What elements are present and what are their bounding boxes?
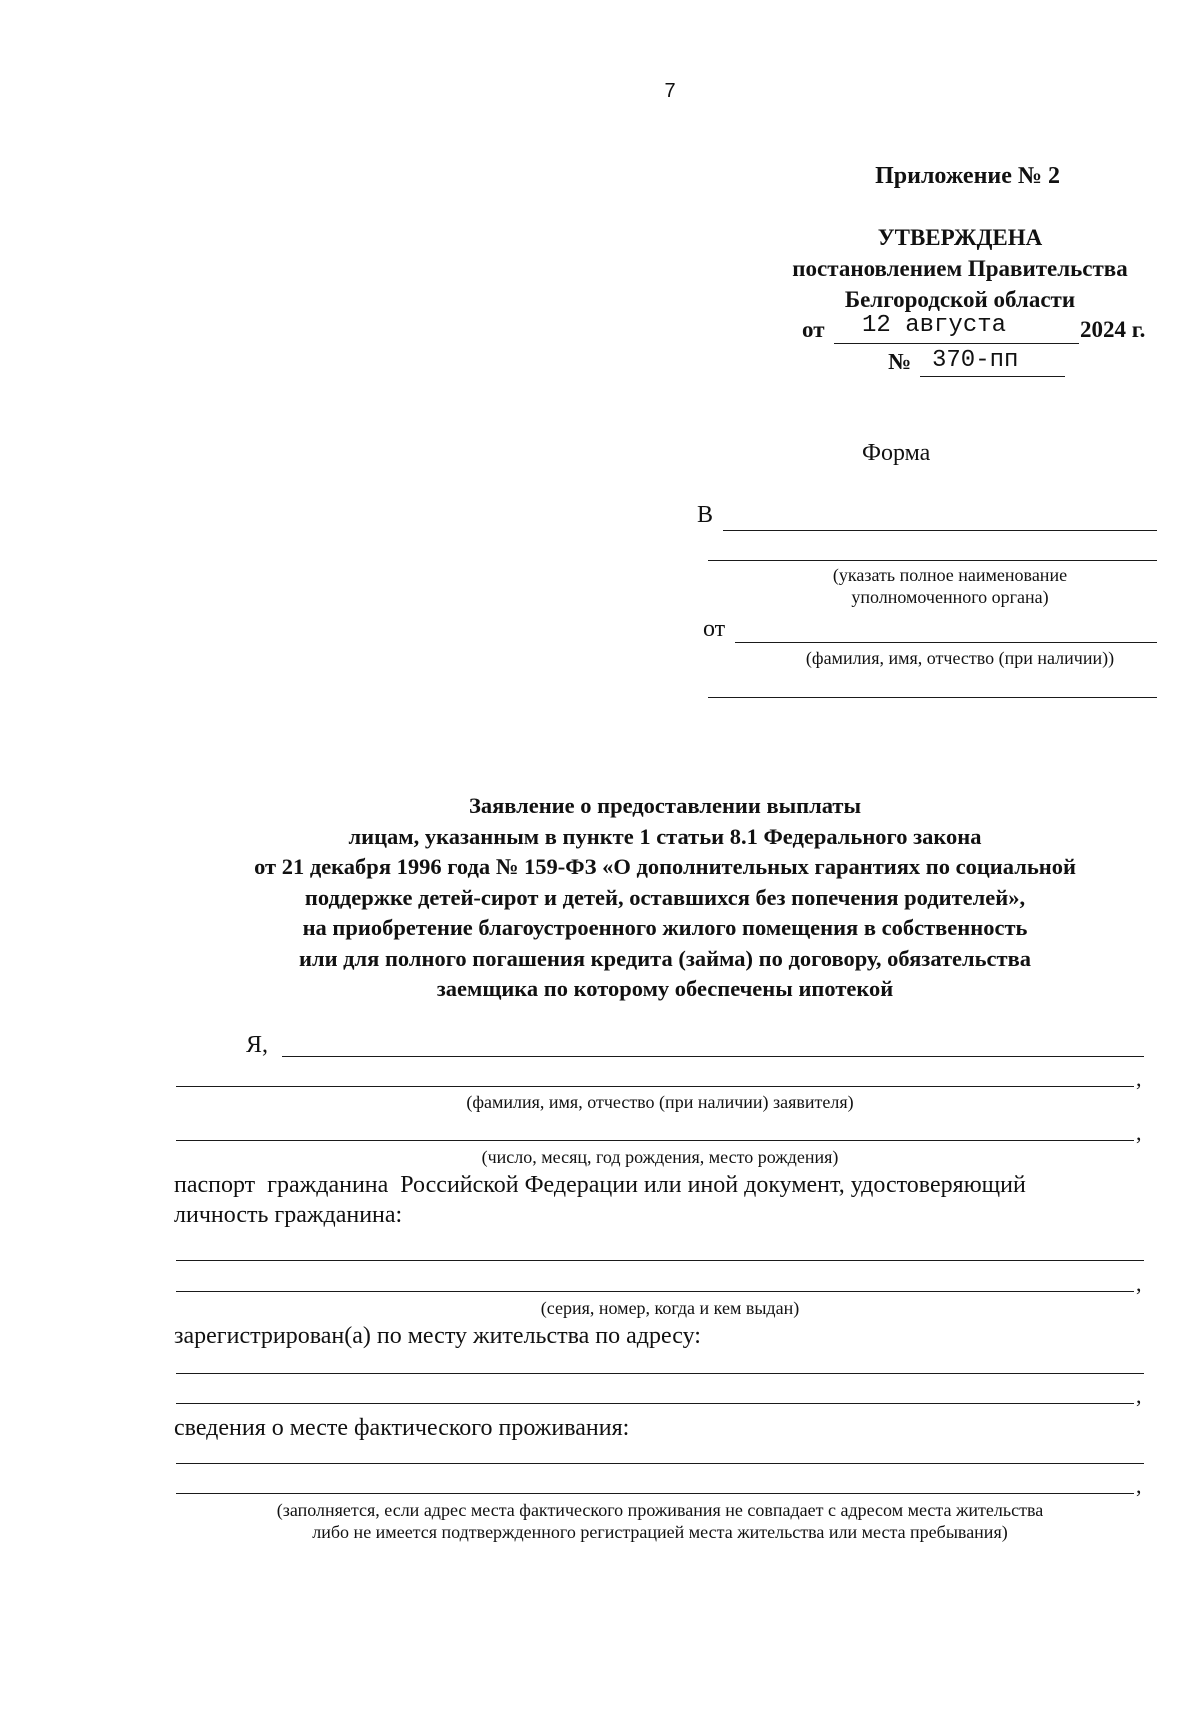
passport-caption: (серия, номер, когда и кем выдан) — [540, 1298, 800, 1318]
fio-caption: (фамилия, имя, отчество (при наличии) заявителя) — [466, 1092, 854, 1112]
to-caption-line-1: (указать полное наименование — [832, 565, 1068, 585]
i-prefix: Я, — [246, 1032, 269, 1058]
passport-text — [174, 1170, 1164, 1230]
to-line-2 — [708, 560, 1157, 561]
region-label: Белгородской области — [844, 287, 1076, 312]
appendix-label: Приложение № 2 — [875, 163, 1060, 189]
to-caption — [760, 564, 1140, 608]
actual-comma: , — [1136, 1473, 1142, 1498]
title-line-7: заемщика по которому обеспечены ипотекой — [436, 976, 894, 1001]
passport-comma: , — [1136, 1271, 1142, 1296]
to-caption-line-2: уполномоченного органа) — [851, 587, 1049, 607]
page-number: 7 — [664, 80, 676, 102]
number-value: 370-пп — [932, 347, 1019, 374]
birth-comma: , — [1136, 1120, 1142, 1145]
passport-line-a — [176, 1260, 1144, 1261]
title-line-3: от 21 декабря 1996 года № 159-ФЗ «О дополнительных гарантиях по социальной — [254, 854, 1076, 879]
date-underline — [834, 343, 1079, 344]
actual-line-2 — [176, 1493, 1134, 1494]
title-line-2: лицам, указанным в пункте 1 статьи 8.1 Федерального закона — [348, 823, 982, 849]
passport-line-2: личность гражданина: — [174, 1202, 403, 1228]
fio-line-2 — [176, 1086, 1134, 1087]
passport-line-b — [176, 1291, 1134, 1292]
actual-caption-line-2: либо не имеется подтвержденного регистрацией места жительства или места пребывания) — [312, 1522, 1008, 1542]
date-value: 12 августа — [862, 312, 1007, 339]
actual-line-1 — [176, 1463, 1144, 1464]
registered-comma: , — [1136, 1383, 1142, 1408]
actual-label: сведения о месте фактического проживания: — [174, 1415, 630, 1441]
from-prefix: от — [703, 616, 726, 642]
to-line-1 — [723, 530, 1157, 531]
title-line-4: поддержке детей-сирот и детей, оставшихся без попечения родителей», — [304, 884, 1026, 910]
to-prefix: В — [697, 502, 714, 528]
form-label: Форма — [862, 440, 931, 466]
from-line-1 — [735, 642, 1157, 643]
registered-line-1 — [176, 1373, 1144, 1374]
from-line-2 — [708, 697, 1157, 698]
title-line-1: Заявление о предоставлении выплаты — [468, 793, 862, 818]
decree-label: постановлением Правительства — [792, 256, 1128, 281]
approval-block — [760, 222, 1160, 315]
number-prefix: № — [888, 349, 912, 374]
actual-caption — [176, 1499, 1144, 1543]
registered-line-2 — [176, 1403, 1134, 1404]
year-suffix: 2024 г. — [1080, 317, 1146, 342]
birth-caption: (число, месяц, год рождения, место рождения) — [481, 1147, 839, 1167]
fio-line-1 — [282, 1056, 1144, 1057]
registered-label: зарегистрирован(а) по месту жительства по адресу: — [174, 1323, 701, 1349]
actual-caption-line-1: (заполняется, если адрес места фактического проживания не совпадает с адресом места жительства — [276, 1500, 1044, 1520]
fio-comma: , — [1136, 1066, 1142, 1091]
title-line-5: на приобретение благоустроенного жилого помещения в собственность — [302, 915, 1028, 940]
application-title — [150, 791, 1180, 1005]
approved-label: УТВЕРЖДЕНА — [877, 225, 1043, 250]
passport-line-1: паспорт гражданина Российской Федерации или иной документ, удостоверяющий — [174, 1172, 1026, 1198]
birth-line — [176, 1140, 1134, 1141]
date-prefix: от — [802, 317, 825, 342]
from-caption: (фамилия, имя, отчество (при наличии)) — [805, 648, 1115, 668]
number-underline — [920, 376, 1065, 377]
title-line-6: или для полного погашения кредита (займа) по договору, обязательства — [298, 945, 1031, 971]
